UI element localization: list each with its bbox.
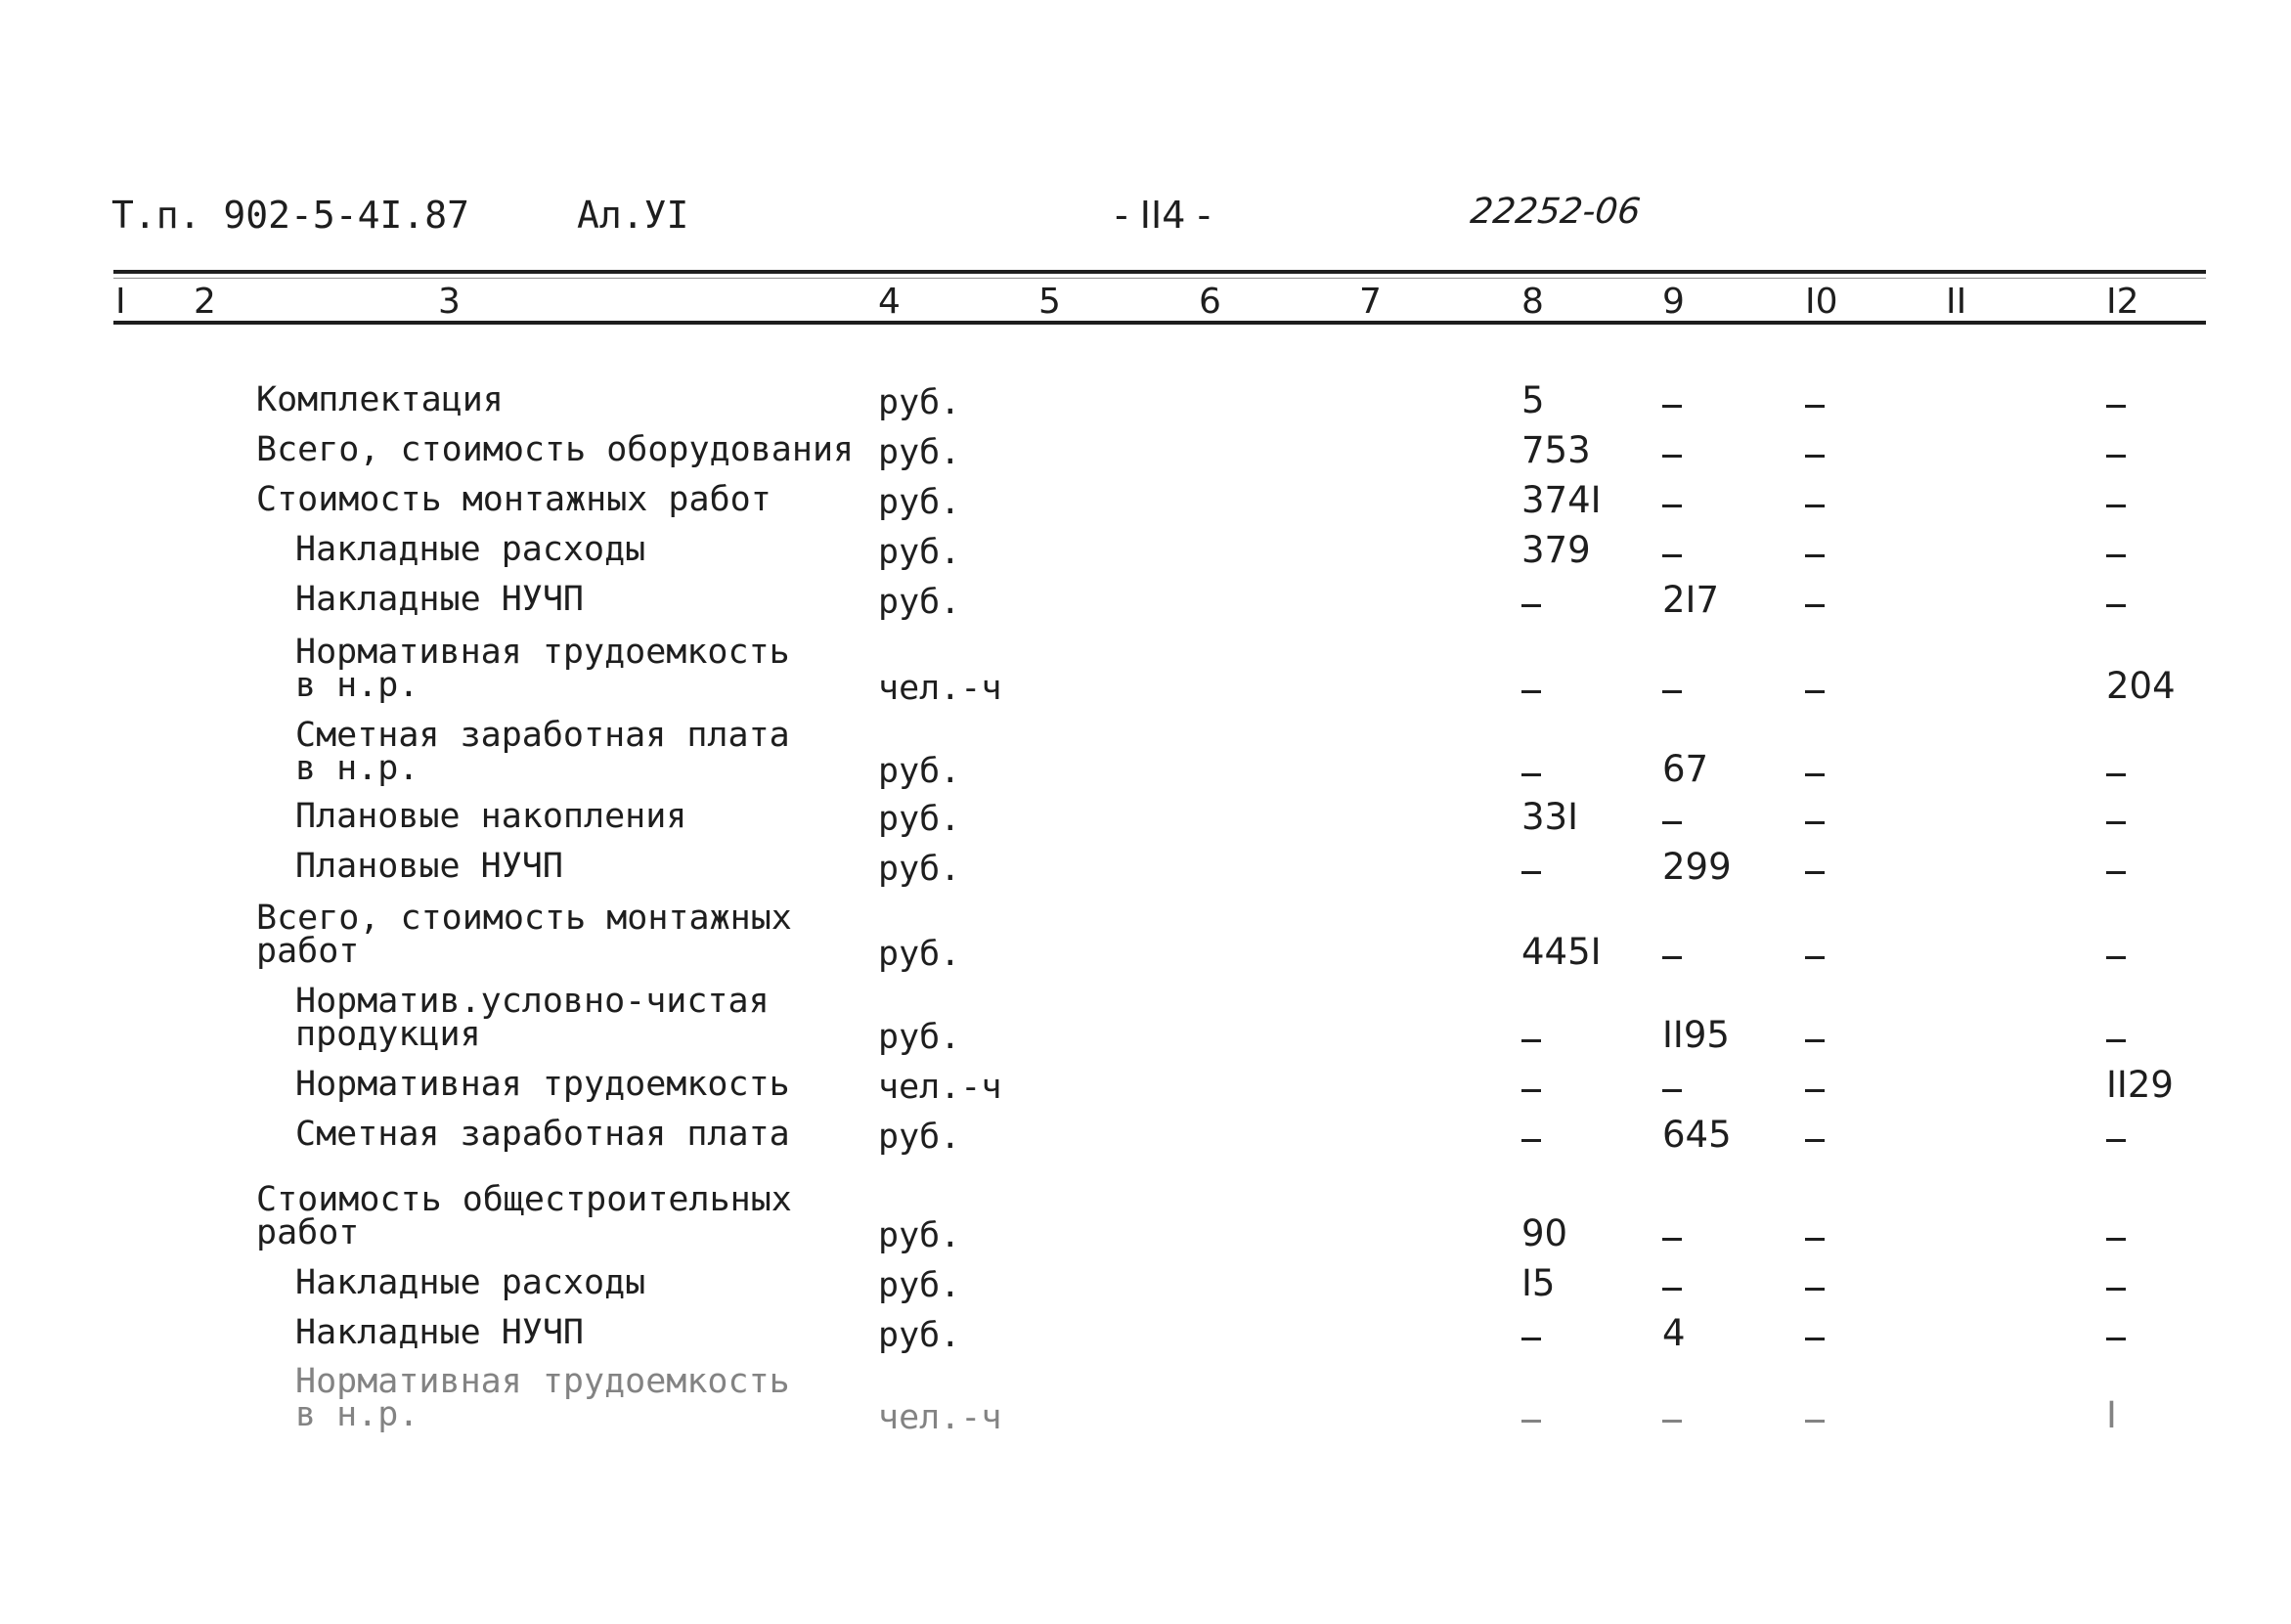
row-label-line: Накладные НУЧП	[295, 580, 585, 619]
value-cell-c8: 33I	[1521, 796, 1578, 838]
unit-cell: руб.	[878, 383, 961, 422]
row-label-line: Накладные НУЧП	[295, 1313, 585, 1352]
unit-cell: руб.	[878, 483, 961, 522]
row-label-line: Накладные расходы	[295, 1263, 646, 1302]
dash-c10	[1805, 1039, 1825, 1042]
dash-c8	[1521, 1338, 1541, 1340]
dash-c12	[2106, 455, 2126, 458]
dash-c10	[1805, 1420, 1825, 1423]
value-cell-c9: 4	[1662, 1312, 1686, 1354]
unit-cell: руб.	[878, 1316, 961, 1355]
dash-c10	[1805, 1288, 1825, 1291]
dash-c10	[1805, 773, 1825, 776]
dash-c12	[2106, 505, 2126, 507]
table-top-rule	[113, 270, 2206, 274]
row-label-line: Сметная заработная плата	[295, 1115, 790, 1154]
column-number-7: 7	[1359, 282, 1382, 322]
row-label-line: Нормативная трудоемкость	[295, 633, 790, 672]
row-label	[256, 1180, 792, 1252]
dash-c9	[1662, 690, 1682, 693]
dash-c10	[1805, 455, 1825, 458]
row-label	[256, 899, 792, 971]
dash-c12	[2106, 821, 2126, 824]
dash-c12	[2106, 405, 2126, 408]
row-label-line: Плановые НУЧП	[295, 847, 563, 886]
dash-c10	[1805, 821, 1825, 824]
dash-c8	[1521, 1039, 1541, 1042]
dash-c9	[1662, 1089, 1682, 1092]
column-number-9: 9	[1662, 282, 1685, 322]
unit-cell: чел.-ч	[878, 669, 1002, 708]
row-label-line: Нормативная трудоемкость	[295, 1065, 790, 1104]
dash-c8	[1521, 1420, 1541, 1423]
dash-c9	[1662, 1288, 1682, 1291]
inventory-number: 22252-06	[1468, 192, 1643, 232]
unit-cell: чел.-ч	[878, 1068, 1002, 1107]
row-label-line: продукция	[295, 1015, 481, 1054]
row-label	[256, 380, 504, 419]
dash-c12	[2106, 1139, 2126, 1142]
row-label	[295, 1263, 646, 1302]
dash-c9	[1662, 455, 1682, 458]
dash-c9	[1662, 554, 1682, 557]
row-label	[295, 797, 687, 836]
row-label-line: Всего, стоимость оборудования	[256, 430, 855, 469]
value-cell-c8: 90	[1521, 1212, 1568, 1254]
dash-c12	[2106, 1039, 2126, 1042]
unit-cell: руб.	[878, 1216, 961, 1255]
dash-c9	[1662, 505, 1682, 507]
value-cell-c12: II29	[2106, 1064, 2174, 1106]
unit-cell: руб.	[878, 583, 961, 622]
row-label-line: Сметная заработная плата	[295, 716, 790, 755]
row-label	[295, 1313, 585, 1352]
row-label-line: работ	[256, 1213, 360, 1252]
value-cell-c8: 374I	[1521, 479, 1602, 521]
dash-c12	[2106, 604, 2126, 607]
value-cell-c8: 5	[1521, 379, 1545, 421]
row-label	[256, 430, 855, 469]
dash-c10	[1805, 1089, 1825, 1092]
column-number-11: II	[1946, 282, 1967, 322]
row-label-line: в н.р.	[295, 666, 419, 705]
project-code: Т.п. 902-5-4I.87	[111, 194, 470, 237]
row-label	[295, 1362, 790, 1434]
row-label-line: Накладные расходы	[295, 530, 646, 569]
table-top-rule-thin	[113, 278, 2206, 279]
dash-c10	[1805, 405, 1825, 408]
column-number-3: 3	[438, 282, 461, 322]
dash-c10	[1805, 1139, 1825, 1142]
column-number-5: 5	[1038, 282, 1061, 322]
row-label-line: Нормативная трудоемкость	[295, 1362, 790, 1401]
value-cell-c8: 753	[1521, 429, 1591, 471]
column-number-1: I	[115, 282, 126, 322]
row-label-line: Стоимость общестроительных	[256, 1180, 792, 1219]
row-label	[295, 1065, 790, 1104]
row-label-line: Всего, стоимость монтажных	[256, 899, 792, 938]
unit-cell: руб.	[878, 1018, 961, 1057]
row-label-line: Норматив.условно-чистая	[295, 982, 770, 1021]
dash-c8	[1521, 1089, 1541, 1092]
unit-cell: руб.	[878, 935, 961, 974]
dash-c12	[2106, 1238, 2126, 1241]
dash-c10	[1805, 871, 1825, 874]
dash-c8	[1521, 871, 1541, 874]
dash-c9	[1662, 1238, 1682, 1241]
row-label	[295, 1115, 790, 1154]
row-label	[256, 480, 771, 519]
column-number-4: 4	[878, 282, 901, 322]
row-label	[295, 982, 770, 1054]
page-number: - II4 -	[1115, 194, 1212, 237]
unit-cell: руб.	[878, 533, 961, 572]
unit-cell: руб.	[878, 800, 961, 839]
unit-cell: руб.	[878, 1118, 961, 1157]
row-label-line: в н.р.	[295, 1395, 419, 1434]
column-number-10: I0	[1805, 282, 1838, 322]
value-cell-c8: I5	[1521, 1262, 1556, 1304]
dash-c12	[2106, 871, 2126, 874]
row-label-line: Плановые накопления	[295, 797, 687, 836]
value-cell-c9: II95	[1662, 1014, 1730, 1056]
unit-cell: руб.	[878, 433, 961, 472]
dash-c10	[1805, 604, 1825, 607]
dash-c9	[1662, 405, 1682, 408]
row-label-line: Комплектация	[256, 380, 504, 419]
dash-c10	[1805, 1238, 1825, 1241]
dash-c9	[1662, 821, 1682, 824]
row-label-line: работ	[256, 932, 360, 971]
unit-cell: руб.	[878, 850, 961, 889]
dash-c10	[1805, 690, 1825, 693]
dash-c8	[1521, 604, 1541, 607]
value-cell-c12: I	[2106, 1394, 2117, 1436]
row-label	[295, 530, 646, 569]
dash-c8	[1521, 690, 1541, 693]
unit-cell: чел.-ч	[878, 1398, 1002, 1437]
dash-c12	[2106, 956, 2126, 959]
dash-c8	[1521, 1139, 1541, 1142]
row-label	[295, 633, 790, 705]
value-cell-c9: 299	[1662, 846, 1732, 888]
dash-c12	[2106, 1288, 2126, 1291]
value-cell-c9: 67	[1662, 748, 1709, 790]
album-number: Ал.УI	[577, 194, 689, 237]
value-cell-c9: 645	[1662, 1114, 1732, 1156]
dash-c8	[1521, 773, 1541, 776]
dash-c9	[1662, 956, 1682, 959]
unit-cell: руб.	[878, 1266, 961, 1305]
value-cell-c8: 379	[1521, 529, 1591, 571]
row-label-line: Стоимость монтажных работ	[256, 480, 771, 519]
dash-c12	[2106, 1338, 2126, 1340]
row-label	[295, 847, 563, 886]
column-header-rule	[113, 321, 2206, 325]
column-number-8: 8	[1521, 282, 1544, 322]
column-number-2: 2	[194, 282, 216, 322]
dash-c10	[1805, 505, 1825, 507]
row-label	[295, 716, 790, 788]
value-cell-c9: 2I7	[1662, 579, 1719, 621]
dash-c12	[2106, 773, 2126, 776]
dash-c10	[1805, 1338, 1825, 1340]
value-cell-c8: 445I	[1521, 931, 1602, 973]
column-number-12: I2	[2106, 282, 2139, 322]
value-cell-c12: 204	[2106, 665, 2176, 707]
dash-c10	[1805, 956, 1825, 959]
dash-c10	[1805, 554, 1825, 557]
column-number-6: 6	[1199, 282, 1221, 322]
unit-cell: руб.	[878, 752, 961, 791]
dash-c12	[2106, 554, 2126, 557]
row-label-line: в н.р.	[295, 749, 419, 788]
row-label	[295, 580, 585, 619]
dash-c9	[1662, 1420, 1682, 1423]
